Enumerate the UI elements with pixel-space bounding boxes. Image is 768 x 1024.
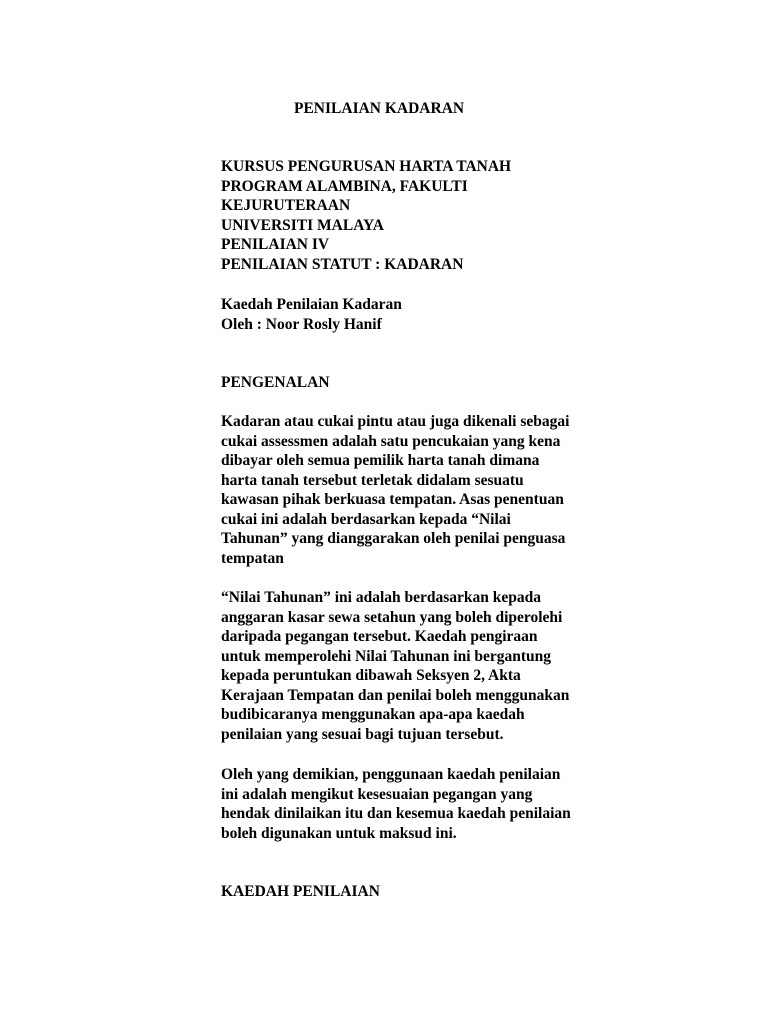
paragraph-line: boleh digunakan untuk maksud ini. <box>221 824 457 842</box>
paragraph-line: Oleh yang demikian, penggunaan kaedah penilaian <box>221 766 561 783</box>
paragraph-line: anggaran kasar sewa setahun yang boleh diperolehi <box>221 608 563 626</box>
paragraph-line: penilaian yang sesuai bagi tujuan tersebut. <box>221 725 504 743</box>
course-line: KURSUS PENGURUSAN HARTA TANAH <box>221 158 512 175</box>
document-title: PENILAIAN KADARAN <box>294 100 465 117</box>
paragraph-line: dibayar oleh semua pemilik harta tanah dimana <box>221 452 540 469</box>
paragraph-line: Tahunan” yang dianggarakan oleh penilai penguasa <box>221 530 566 547</box>
subtitle-line: Kaedah Penilaian Kadaran <box>221 296 402 313</box>
paragraph-intro <box>221 412 601 568</box>
paragraph-line: budibicaranya menggunakan apa-apa kaedah <box>221 706 525 723</box>
paragraph-nilai-tahunan <box>221 588 601 744</box>
paragraph-line: cukai ini adalah berdasarkan kepada “Nilai <box>221 510 511 528</box>
course-line: KEJURUTERAAN <box>221 197 351 214</box>
paragraph-line: daripada pegangan tersebut. Kaedah pengiraan <box>221 628 538 645</box>
paragraph-line: hendak dinilaikan itu dan kesemua kaedah penilaian <box>221 805 571 822</box>
subtitle-block <box>221 295 601 334</box>
paragraph-line: Kadaran atau cukai pintu atau juga dikenali sebagai <box>221 413 570 430</box>
paragraph-line: untuk memperolehi Nilai Tahunan ini bergantung <box>221 647 552 665</box>
paragraph-line: harta tanah tersebut terletak didalam sesuatu <box>221 471 524 489</box>
paragraph-line: kepada peruntukan dibawah Seksyen 2, Akta <box>221 667 521 684</box>
course-line: PROGRAM ALAMBINA, FAKULTI <box>221 177 468 195</box>
author-line: Oleh : Noor Rosly Hanif <box>221 315 382 333</box>
course-line: PENILAIAN IV <box>221 236 330 253</box>
paragraph-line: Kerajaan Tempatan dan penilai boleh menggunakan <box>221 686 570 704</box>
paragraph-oleh-yang-demikian <box>221 765 601 843</box>
course-line: UNIVERSITI MALAYA <box>221 216 384 234</box>
paragraph-line: cukai assessmen adalah satu pencukaian yang kena <box>221 432 561 450</box>
section-heading-pengenalan: PENGENALAN <box>221 374 330 391</box>
paragraph-line: “Nilai Tahunan” ini adalah berdasarkan kepada <box>221 589 542 606</box>
paragraph-line: ini adalah mengikut kesesuaian pegangan yang <box>221 785 533 803</box>
paragraph-line: tempatan <box>221 549 284 567</box>
course-info-block <box>221 157 601 274</box>
section-heading-kaedah-penilaian: KAEDAH PENILAIAN <box>221 883 380 900</box>
course-line: PENILAIAN STATUT : KADARAN <box>221 255 464 273</box>
paragraph-line: kawasan pihak berkuasa tempatan. Asas penentuan <box>221 491 564 508</box>
